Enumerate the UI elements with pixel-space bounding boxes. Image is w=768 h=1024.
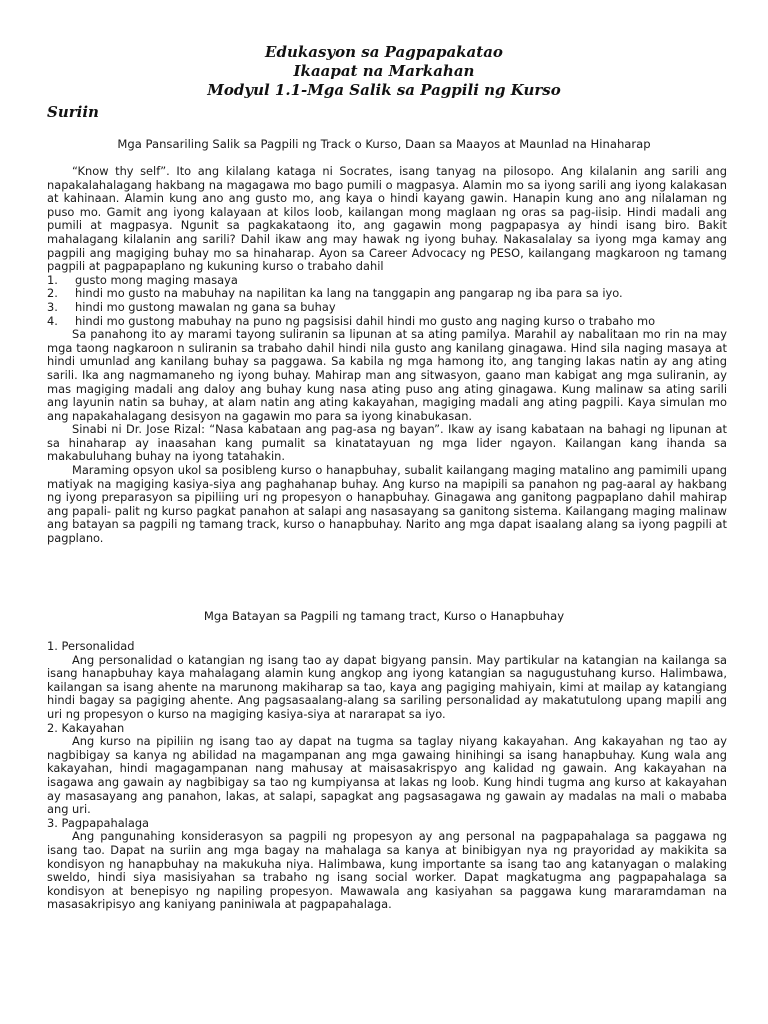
criterion-heading-personality: 1. Personalidad <box>47 639 135 653</box>
list-number: 4. <box>47 313 58 328</box>
criterion-heading-values: 3. Pagpapahalaga <box>47 815 150 830</box>
list-item <box>47 301 727 315</box>
list-number: 3. <box>47 299 58 314</box>
list-number: 1. <box>47 272 58 287</box>
paragraph-challenges: Sa panahong ito ay marami tayong suliranin sa lipunan at sa ating pamilya. Marahil ay nabalitaan mo rin na may mga taong nagkaroon n suliranin sa trabaho dahil hindi nila gusto ang kanilang ginagawa. Hind sila naging masaya at hindi umunlad ang kanilang buhay sa paggawa. Sa kabila ng mga hamong ito, ang tanging lakas natin ay ang ating sarili. Ika ang nagmamaneho ng iyong buhay. Mahirap man ang sitwasyon, gaano man kabigat ang mga suliranin, ay mas magiging madali ang daloy ang buhay kung nasa ating puso ang ating ginagawa. Kung malinaw sa ating sarili ang layunin natin sa buhay, at alam natin ang ating kakayahan, magiging madali ang ating pagpili. Kaya simulan mo ang napakahalagang desisyon na gagawin mo para sa iyong kinabukasan. <box>47 327 727 423</box>
section-label: Suriin <box>47 103 99 121</box>
section1-heading: Mga Pansariling Salik sa Pagpili ng Track o Kurso, Daan sa Maayos at Maunlad na Hinaharap <box>117 137 651 151</box>
section2-heading: Mga Batayan sa Pagpili ng tamang tract, Kurso o Hanapbuhay <box>203 609 565 623</box>
quarter-subtitle: Ikaapat na Markahan <box>293 62 475 80</box>
title-block <box>0 43 768 100</box>
list-text: gusto mong maging masaya <box>75 272 238 287</box>
paragraph-options: Maraming opsyon ukol sa posibleng kurso o hanapbuhay, subalit kailangang maging matalino ang pamimili upang matiyak na magiging kasiya-siya ang paghahanap buhay. Ang kurso na mapipili sa panahon ng pag-aaral ay hakbang ng iyong preparasyon sa pipiliing uri ng propesyon o hanapbuhay. Ginagawa ang ganitong pagpaplano dahil mahirap ang papali- palit ng kurso pagkat panahon at salapi ang nasasayang sa ganitong sistema. Kailangang maging malinaw ang batayan sa pagpili ng tamang track, kurso o hanapbuhay. Narito ang mga dapat isaalang alang sa iyong pagpili at pagplano. <box>47 463 727 546</box>
section1-body <box>47 165 727 546</box>
list-text: hindi mo gustong mabuhay na puno ng pagsisisi dahil hindi mo gusto ang naging kurso o trabaho mo <box>75 313 656 328</box>
criterion-text-personality: Ang personalidad o katangian ng isang tao ay dapat bigyang pansin. May partikular na katangian na kailanga sa isang hanapbuhay kaya mahalagang alamin kung angkop ang iyong katangian sa nagugustuhang kurso. Halimbawa, kailangan sa isang ahente na marunong makiharap sa tao, kaya ang pagiging mahiyain, kimi at mailap ay katangiang hindi bagay sa pagiging ahente. Ang pagsasaalang-alang sa sariling personalidad ay makatutulong upang mapili ang uri ng propesyon o kurso na magiging kasiya-siya at nararapat sa iyo. <box>47 652 727 721</box>
document-title: Edukasyon sa Pagpapakatao <box>265 43 503 61</box>
reasons-list <box>47 274 727 328</box>
list-item <box>47 287 727 301</box>
list-item <box>47 274 727 288</box>
criteria-body <box>47 640 727 912</box>
list-item <box>47 315 727 329</box>
criterion-heading-ability: 2. Kakayahan <box>47 720 125 735</box>
criterion-text-values: Ang pangunahing konsiderasyon sa pagpili ng propesyon ay ang personal na pagpapahalaga sa paggawa ng isang tao. Dapat na suriin ang mga bagay na mahalaga sa kanya at binibigyan nya ng prayoridad ay makikita sa kondisyon ng hanapbuhay na makukuha niya. Halimbawa, kung importante sa isang tao ang katanyagan o malaking sweldo, hindi siya masisiyahan sa trabaho ng isang social worker. Dapat magkatugma ang pagpapahalaga sa kondisyon at benepisyo ng napiling propesyon. Mawawala ang kasiyahan sa paggawa kung mararamdaman na masasakripisyo ang kaniyang paniniwala at pagpapahalaga. <box>47 829 727 912</box>
criterion-text-ability: Ang kurso na pipiliin ng isang tao ay dapat na tugma sa taglay niyang kakayahan. Ang kakayahan ng tao ay nagbibigay sa kanya ng abilidad na magampanan ang mga gawaing hinihingi sa isang hanapbuhay. Kung wala ang kakayahan, hindi magagampanan nang mahusay at maisasakrispyo ang kalidad ng gawain. Ang kakayahan na isagawa ang gawain ay nagbibigay sa tao ng kumpiyansa at lakas ng loob. Kung hindi tugma ang kurso at kakayahan ay masasayang ang panahon, lakas, at salapi, sapagkat ang pagsasagawa ng gawain ay madalas na mali o mababa ang uri. <box>47 734 727 817</box>
list-text: hindi mo gustong mawalan ng gana sa buhay <box>75 299 336 314</box>
intro-paragraph: “Know thy self”. Ito ang kilalang kataga ni Socrates, isang tanyag na pilosopo. Ang kilalanin ang sarili ang napakalahalagang hakbang na magagawa mo bago pumili o magpasya. Alamin mo sa iyong sarili ang iyong kalakasan at kahinaan. Alamin kung ano ang gusto mo, ang kaya o hindi kayang gawin. Hanapin kung ano ang nilalaman ng puso mo. Gamit ang iyong kalayaan at kilos loob, kailangan mong maglaan ng oras sa pag-iisip. Hindi madali ang pumili at magpasya. Ngunit sa pagkakataong ito, ang gagawin mong pagpapasya ay hindi isang biro. Bakit mahalagang kilalanin ang sarili? Dahil ikaw ang may hawak ng iyong buhay. Nakasalalay sa iyong mga kamay ang pagpili ang magiging buhay mo sa hinaharap. Ayon sa Career Advocacy ng PESO, kailangang magkaroon ng tamang pagpili at pagpapaplano ng kukuning kurso o trabaho dahil <box>47 164 727 274</box>
paragraph-rizal: Sinabi ni Dr. Jose Rizal: “Nasa kabataan ang pag-asa ng bayan”. Ikaw ay isang kabataan na bahagi ng lipunan at sa hinaharap ay inaasahan kang pumalit sa kinatatayuan ng mga lider ngayon. Kailangan kang ihanda sa makabuluhang buhay na iyong tatahakin. <box>47 422 727 464</box>
list-text: hindi mo gusto na mabuhay na napilitan ka lang na tanggapin ang pangarap ng iba para sa iyo. <box>75 286 623 301</box>
module-title: Modyul 1.1-Mga Salik sa Pagpili ng Kurso <box>207 81 561 99</box>
list-number: 2. <box>47 286 58 301</box>
